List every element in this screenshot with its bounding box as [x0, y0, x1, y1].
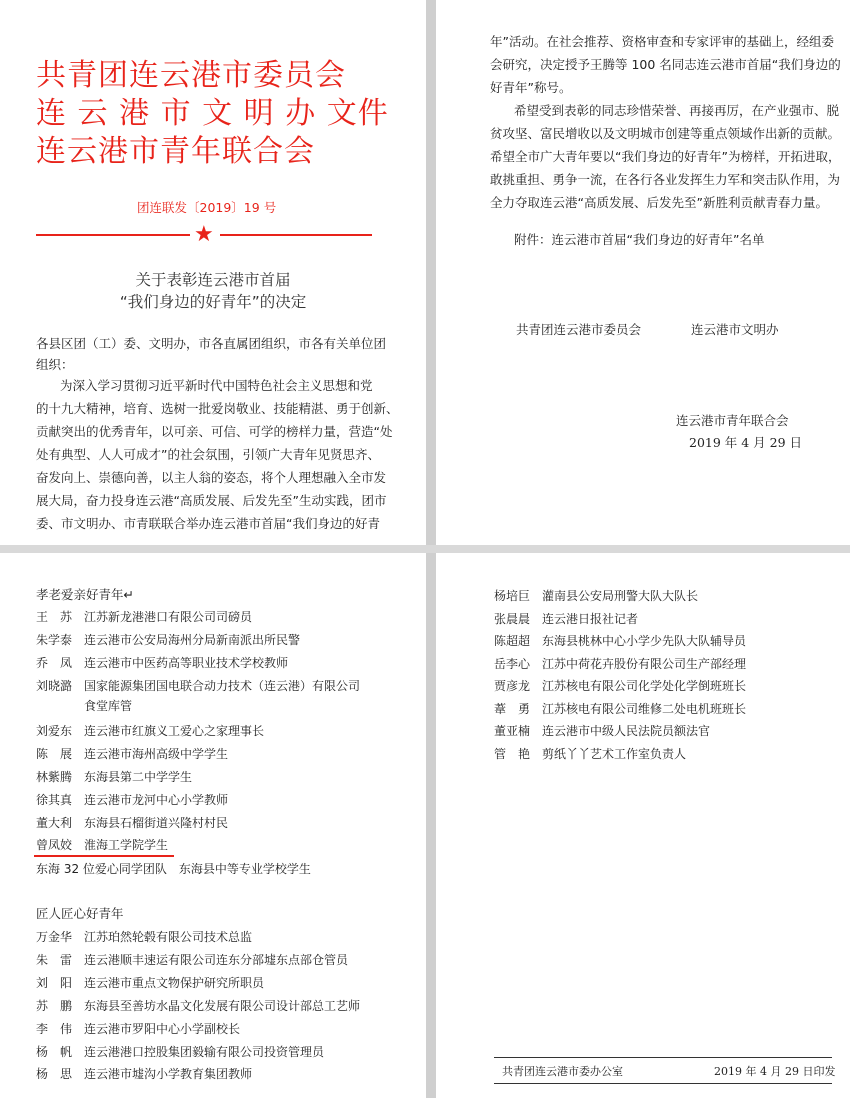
- person-name: 葦 勇: [494, 702, 531, 716]
- header-line-2: 连 云 港 市 文 明 办 文件: [36, 96, 389, 131]
- list-item: [36, 655, 288, 671]
- person-name: 徐其真: [36, 793, 73, 807]
- footer-issuer: 共青团连云港市委办公室: [502, 1065, 623, 1078]
- person-name: 杨 帆: [36, 1045, 73, 1059]
- person-affiliation: 江苏中荷花卉股份有限公司生产部经理: [542, 657, 747, 671]
- list-item: [36, 609, 252, 625]
- person-name: 管 艳: [494, 747, 531, 761]
- list-item: [36, 678, 360, 694]
- signature-left: 共青团连云港市委员会: [516, 322, 642, 337]
- person-name: 林紫腾: [36, 770, 73, 784]
- body-line: 为深入学习贯彻习近平新时代中国特色社会主义思想和党: [60, 378, 373, 393]
- person-affiliation: 连云港日报社记者: [542, 612, 639, 626]
- list-item: [36, 769, 192, 785]
- person-affiliation: 东海县石榴街道兴隆村村民: [84, 816, 229, 830]
- body-line: 贫攻坚、富民增收以及文明城市创建等重点领域作出新的贡献。: [490, 126, 841, 141]
- document-page-3: [0, 553, 426, 1098]
- salutation-line-2: 组织：: [36, 357, 74, 372]
- list-item: [36, 746, 228, 762]
- document-page-1: [0, 0, 426, 545]
- body-line: 好青年”称号。: [490, 80, 572, 95]
- list-item-group: 东海 32 位爱心同学团队 东海县中等专业学校学生: [36, 862, 311, 876]
- body-line: 会研究，决定授予王腾等 100 名同志连云港市首届“我们身边的: [490, 57, 841, 72]
- person-affiliation: 东海县桃林中心小学少先队大队辅导员: [542, 634, 747, 648]
- list-item: [36, 929, 252, 945]
- list-item: [494, 746, 686, 762]
- person-affiliation: 东海县第二中学学生: [84, 770, 193, 784]
- signature-third: 连云港市青年联合会: [676, 413, 789, 428]
- body-line: 贡献突出的优秀青年，以可亲、可信、可学的榜样力量，营造“处: [36, 424, 393, 439]
- person-name: 张晨晨: [494, 612, 531, 626]
- person-name: 朱学泰: [36, 633, 73, 647]
- body-line: 敢挑重担、勇争一流，在各行各业发挥生力军和突击队作用，为: [490, 172, 841, 187]
- list-item: [494, 588, 698, 604]
- star-icon: ★: [194, 222, 214, 247]
- person-name: 董亚楠: [494, 724, 531, 738]
- person-name: 董大利: [36, 816, 73, 830]
- person-name: 陈 展: [36, 747, 73, 761]
- body-line: 奋发向上、崇德向善，以主人翁的姿态，将个人理想融入全市发: [36, 470, 387, 485]
- list-item: [36, 952, 348, 968]
- list-item: [36, 998, 360, 1014]
- title-line-1: 关于表彰连云港市首届: [135, 271, 291, 289]
- header-line-3: 连云港市青年联合会: [36, 134, 315, 169]
- person-name: 曾凤姣: [36, 838, 73, 852]
- person-name: 李 伟: [36, 1022, 73, 1036]
- person-affiliation: 连云港市海州高级中学学生: [84, 747, 229, 761]
- title-line-2: “我们身边的好青年”的决定: [119, 293, 307, 311]
- list-item: [494, 633, 746, 649]
- section-title-craftsman: 匠人匠心好青年: [36, 906, 124, 921]
- person-name: 刘晓潞: [36, 679, 73, 693]
- list-item-highlighted: [36, 837, 168, 853]
- list-item: [494, 723, 710, 739]
- person-name: 朱 雷: [36, 953, 73, 967]
- footer-rule-bottom: [494, 1083, 832, 1084]
- list-item: [36, 975, 264, 991]
- list-item: [36, 792, 228, 808]
- person-affiliation: 连云港市重点文物保护研究所职员: [84, 976, 265, 990]
- footer-rule-top: [494, 1057, 832, 1058]
- person-name: 苏 鹏: [36, 999, 73, 1013]
- list-item: [494, 656, 746, 672]
- body-line: 委、市文明办、市青联联合举办连云港市首届“我们身边的好青: [36, 516, 380, 531]
- person-affiliation: 淮海工学院学生: [84, 838, 169, 852]
- person-affiliation: 食堂库管: [84, 699, 133, 713]
- person-affiliation: 连云港市墟沟小学教育集团教师: [84, 1067, 253, 1081]
- body-line: 希望受到表彰的同志珍惜荣誉、再接再厉，在产业强市、脱: [514, 103, 840, 118]
- person-affiliation: 国家能源集团国电联合动力技术（连云港）有限公司: [84, 679, 361, 693]
- list-item: [494, 611, 638, 627]
- list-item: [36, 698, 132, 714]
- list-item: [36, 815, 228, 831]
- page-gutter-horizontal: [0, 545, 850, 553]
- list-item: [36, 632, 300, 648]
- document-page-2: [436, 0, 850, 545]
- person-name: 贾彦龙: [494, 679, 531, 693]
- body-line: 全力夺取连云港“高质发展、后发先至”新胜利贡献青春力量。: [490, 195, 828, 210]
- header-line-1: 共青团连云港市委员会: [36, 58, 346, 93]
- person-affiliation: 连云港市龙河中心小学教师: [84, 793, 229, 807]
- section-title-filial: 孝老爱亲好青年↵: [36, 587, 134, 602]
- person-affiliation: 连云港市公安局海州分局新南派出所民警: [84, 633, 301, 647]
- list-item: [494, 701, 746, 717]
- person-affiliation: 连云港市罗阳中心小学副校长: [84, 1022, 241, 1036]
- person-affiliation: 连云港市中级人民法院员额法官: [542, 724, 711, 738]
- body-line: 年”活动。在社会推荐、资格审查和专家评审的基础上，经组委: [490, 34, 834, 49]
- person-affiliation: 江苏新龙港港口有限公司司磅员: [84, 610, 253, 624]
- person-affiliation: 连云港市中医药高等职业技术学校教师: [84, 656, 289, 670]
- person-name: 杨培巨: [494, 589, 531, 603]
- person-name: 乔 凤: [36, 656, 73, 670]
- document-number: 团连联发〔2019〕19 号: [137, 200, 277, 215]
- person-affiliation: 江苏珀然轮毂有限公司技术总监: [84, 930, 253, 944]
- list-item: [36, 723, 264, 739]
- red-rule-left: [36, 234, 190, 236]
- footer-print-date: 2019 年 4 月 29 日印发: [714, 1065, 836, 1078]
- person-affiliation: 灌南县公安局刑警大队大队长: [542, 589, 699, 603]
- person-name: 万金华: [36, 930, 73, 944]
- person-affiliation: 江苏核电有限公司维修二处电机班班长: [542, 702, 747, 716]
- body-line: 的十九大精神，培育、选树一批爱岗敬业、技能精湛、勇于创新、: [36, 401, 399, 416]
- person-name: 刘爱东: [36, 724, 73, 738]
- body-line: 展大局，奋力投身连云港“高质发展、后发先至”生动实践，团市: [36, 493, 387, 508]
- person-name: 陈超超: [494, 634, 531, 648]
- red-rule-right: [220, 234, 372, 236]
- issue-date: 2019 年 4 月 29 日: [689, 435, 803, 450]
- list-item: [36, 1021, 240, 1037]
- body-line: 处有典型、人人可成才”的社会氛围，引领广大青年见贤思齐、: [36, 447, 380, 462]
- list-item: [494, 678, 746, 694]
- person-affiliation: 连云港顺丰速运有限公司连东分部墟东点部仓管员: [84, 953, 349, 967]
- attachment-note: 附件：连云港市首届“我们身边的好青年”名单: [514, 232, 765, 247]
- list-item: [36, 1044, 324, 1060]
- salutation-line-1: 各县区团（工）委、文明办，市各直属团组织，市各有关单位团: [36, 336, 387, 351]
- person-affiliation: 剪纸丫丫艺术工作室负责人: [542, 747, 687, 761]
- person-name: 王 苏: [36, 610, 73, 624]
- body-line: 希望全市广大青年要以“我们身边的好青年”为榜样，开拓进取，: [490, 149, 841, 164]
- list-item: [36, 1066, 252, 1082]
- person-affiliation: 江苏核电有限公司化学处化学倒班班长: [542, 679, 747, 693]
- signature-right: 连云港市文明办: [691, 322, 779, 337]
- person-name: 杨 思: [36, 1067, 73, 1081]
- person-name: 刘 阳: [36, 976, 73, 990]
- person-affiliation: 连云港港口控股集团毅输有限公司投资管理员: [84, 1045, 325, 1059]
- person-name: 岳李心: [494, 657, 531, 671]
- document-page-4: [436, 553, 850, 1098]
- person-affiliation: 连云港市红旗义工爱心之家理事长: [84, 724, 265, 738]
- red-underline: [34, 855, 174, 857]
- person-affiliation: 东海县至善坊水晶文化发展有限公司设计部总工艺师: [84, 999, 361, 1013]
